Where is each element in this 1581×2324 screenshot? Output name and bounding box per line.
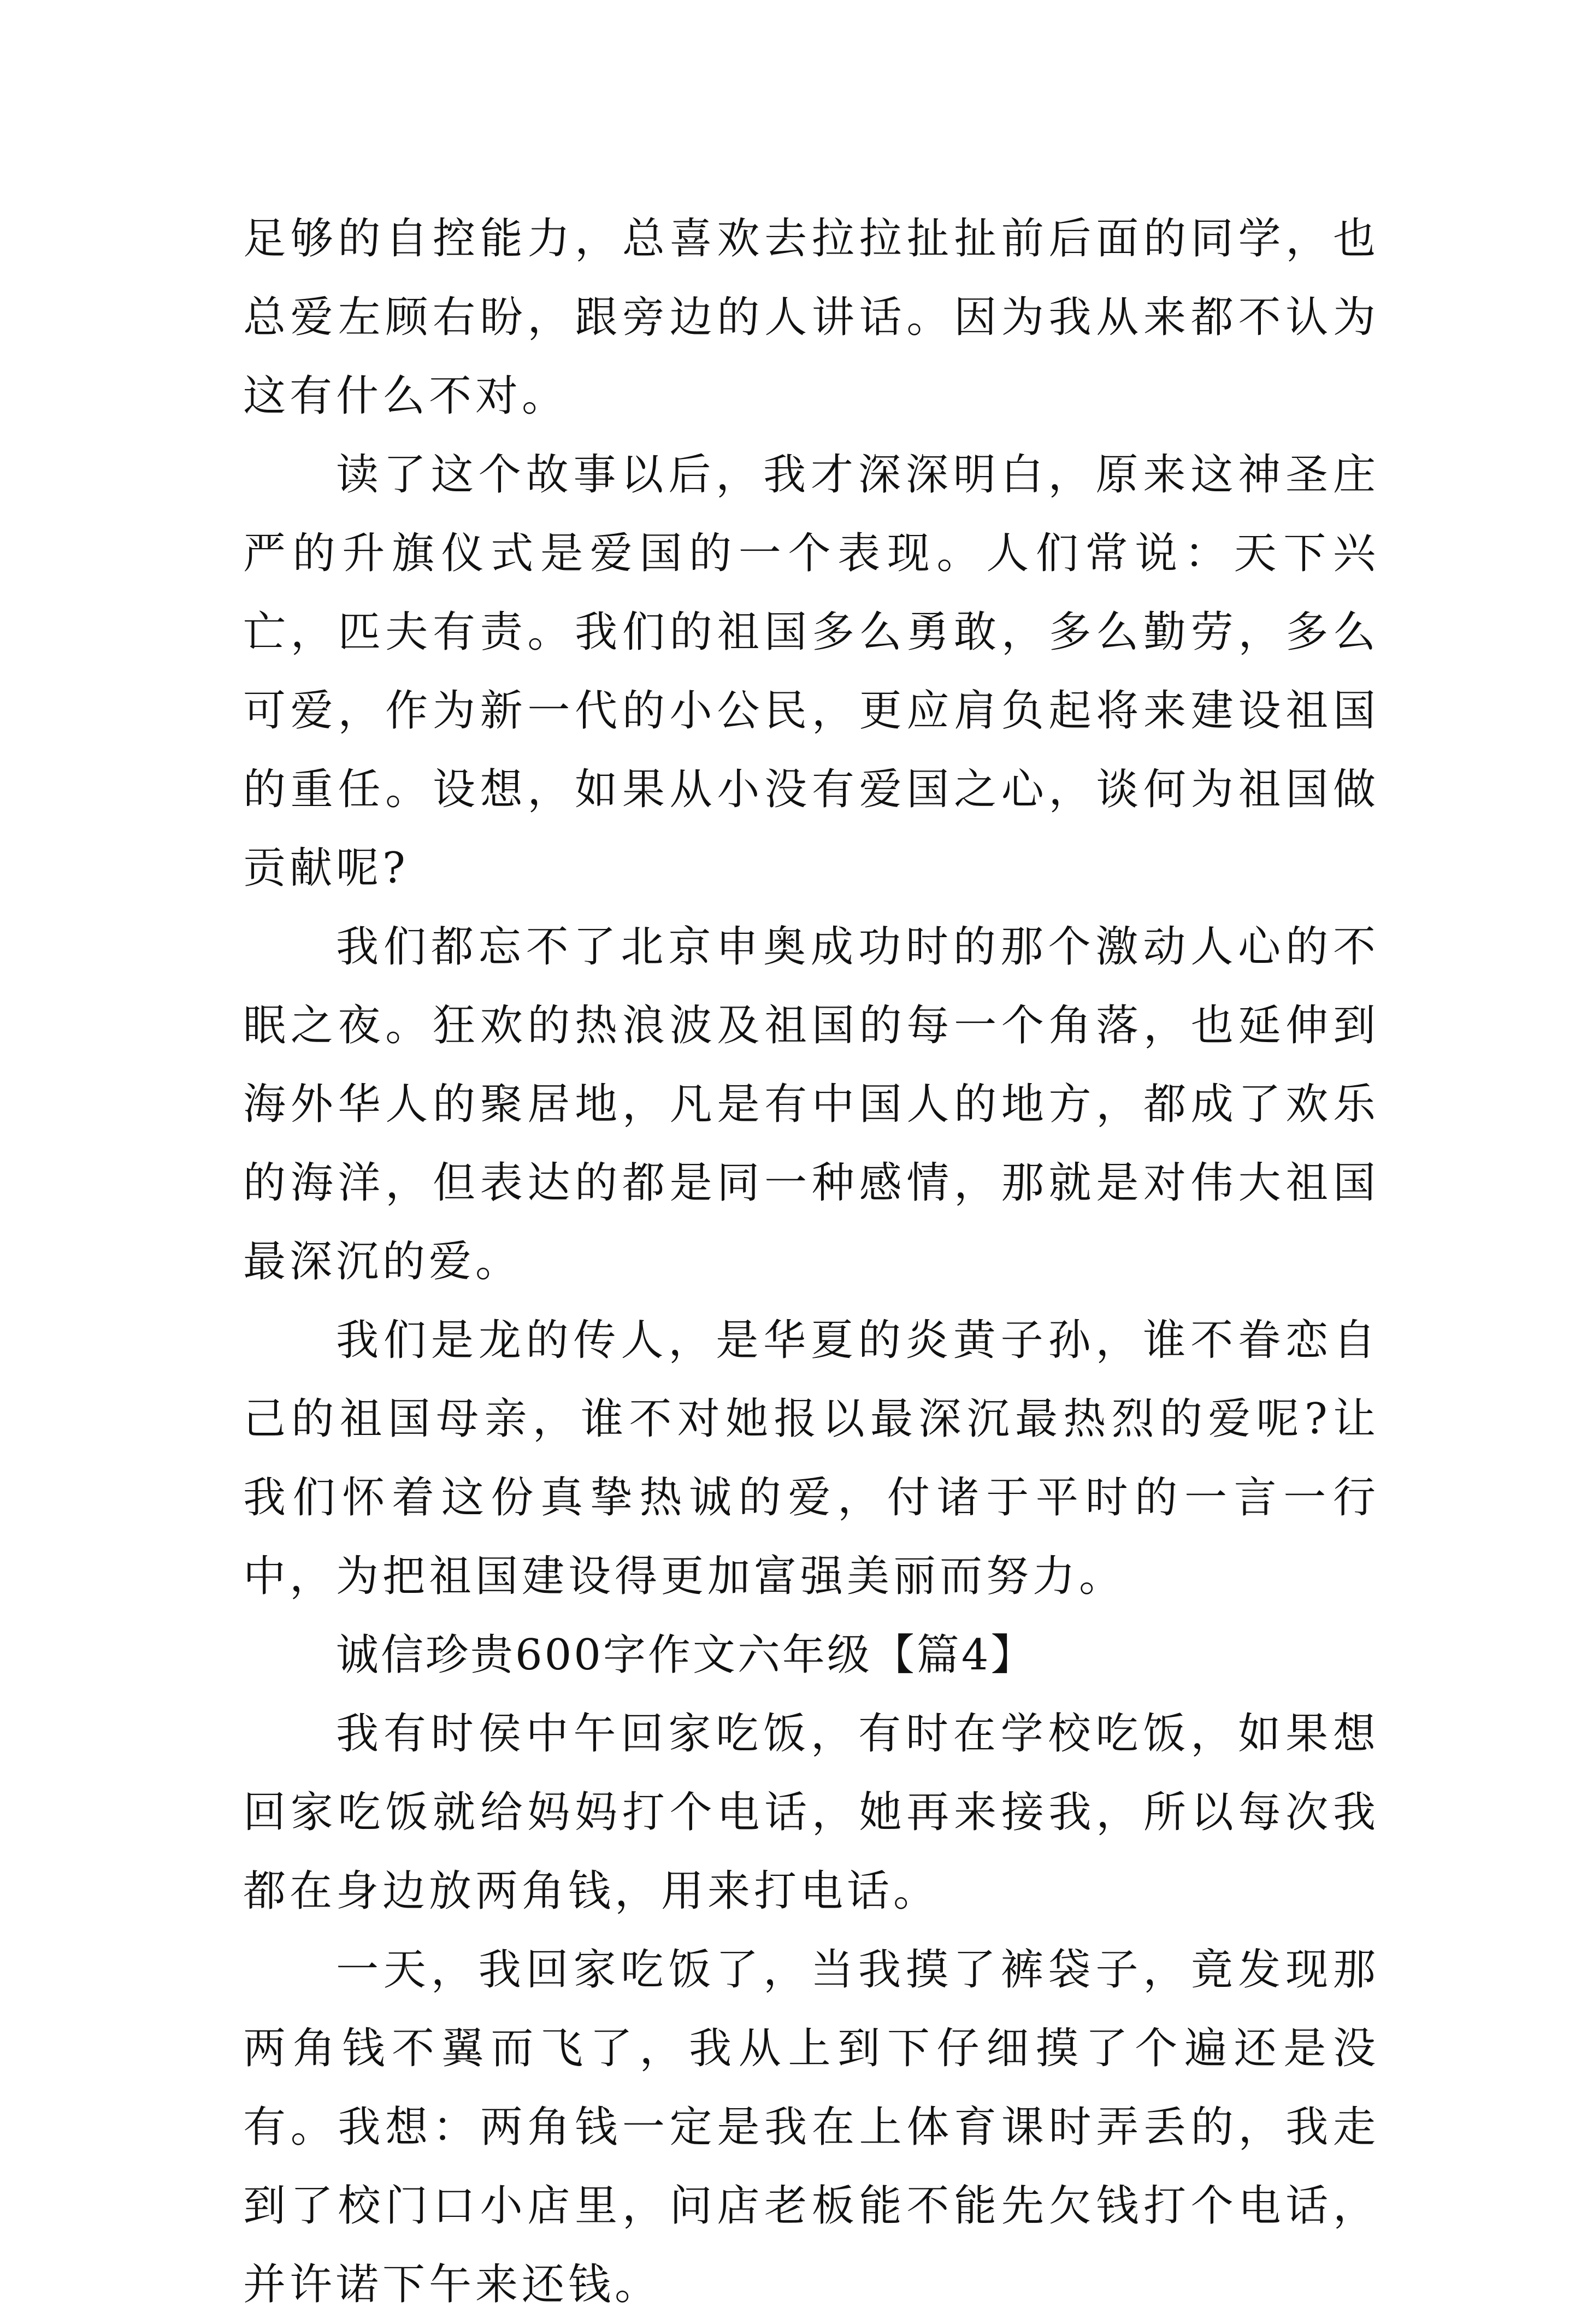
paragraph-3: 我们都忘不了北京申奥成功时的那个激动人心的不眠之夜。狂欢的热浪波及祖国的每一个角落，也延伸到海外华人的聚居地，凡是有中国人的地方，都成了欢乐的海洋，但表达的都是同一种感情，那就是对伟大祖国最深沉的爱。 [243,922,1379,1286]
paragraph-1: 足够的自控能力，总喜欢去拉拉扯扯前后面的同学，也总爱左顾右盼，跟旁边的人讲话。因为我从来都不认为这有什么不对。 [243,214,1379,421]
paragraph-5: 我有时侯中午回家吃饭，有时在学校吃饭，如果想回家吃饭就给妈妈打个电话，她再来接我，所以每次我都在身边放两角钱，用来打电话。 [243,1709,1379,1916]
paragraph-4: 我们是龙的传人，是华夏的炎黄子孙，谁不眷恋自己的祖国母亲，谁不对她报以最深沉最热烈的爱呢?让我们怀着这份真挚热诚的爱，付诸于平时的一言一行中，为把祖国建设得更加富强美丽而努力。 [243,1316,1379,1601]
section-heading: 诚信珍贵600字作文六年级【篇4】 [336,1631,1036,1680]
paragraph-6: 一天，我回家吃饭了，当我摸了裤袋子，竟发现那两角钱不翼而飞了，我从上到下仔细摸了个遍还是没有。我想：两角钱一定是我在上体育课时弄丢的，我走到了校门口小店里，问店老板能不能先欠钱打个电话，并许诺下午来还钱。 [243,1945,1379,2309]
paragraph-2: 读了这个故事以后，我才深深明白，原来这神圣庄严的升旗仪式是爱国的一个表现。人们常说：天下兴亡，匹夫有责。我们的祖国多么勇敢，多么勤劳，多么可爱，作为新一代的小公民，更应肩负起将来建设祖国的重任。设想，如果从小没有爱国之心，谈何为祖国做贡献呢? [243,450,1379,893]
body-text [243,199,1379,2324]
